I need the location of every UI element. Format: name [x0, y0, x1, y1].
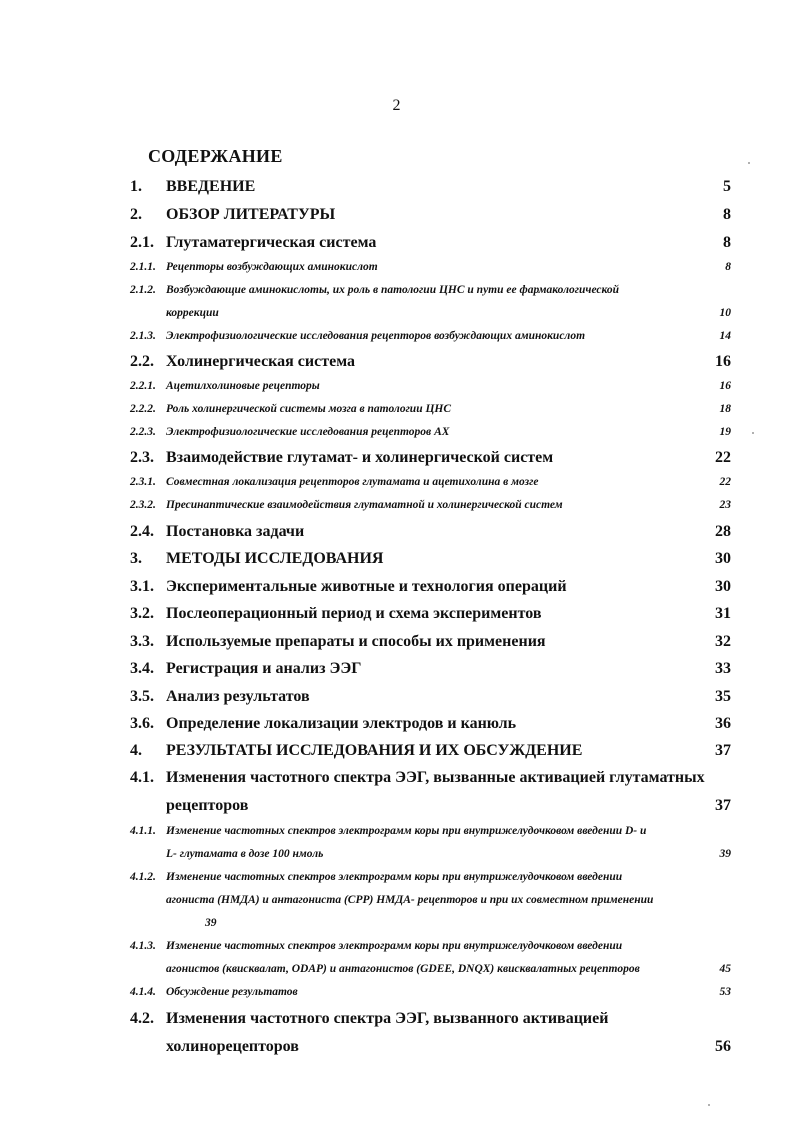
- toc-title-continuation: холинорецепторов: [166, 1038, 299, 1055]
- toc-number: 3.6.: [130, 715, 154, 732]
- toc-number: 2.2.3.: [130, 426, 156, 438]
- toc-page: 56: [715, 1038, 731, 1055]
- toc-title: Изменение частотных спектров электрограмм коры при внутрижелудочковом введении D- и: [166, 825, 647, 837]
- toc-page: 28: [715, 523, 731, 540]
- toc-number: 2.1.3.: [130, 330, 156, 342]
- toc-page: 39: [205, 917, 217, 929]
- toc-title: Анализ результатов: [166, 688, 310, 705]
- toc-title: Регистрация и анализ ЭЭГ: [166, 660, 362, 677]
- toc-page: 36: [715, 715, 731, 732]
- toc-number: 1.: [130, 178, 142, 195]
- toc-number: 2.3.2.: [130, 499, 156, 511]
- toc-title: Экспериментальные животные и технология операций: [166, 578, 567, 595]
- toc-page: 23: [719, 499, 731, 511]
- toc-title: Используемые препараты и способы их применения: [166, 633, 546, 650]
- toc-page: 22: [715, 449, 731, 466]
- toc-page: 8: [723, 234, 731, 251]
- toc-title: Пресинаптические взаимодействия глутаматной и холинергической систем: [166, 499, 563, 511]
- toc-title-continuation: агонистов (квисквалат, ODAP) и антагонистов (GDEE, DNQX) квисквалатных рецепторов: [166, 963, 640, 975]
- toc-title: Определение локализации электродов и канюль: [166, 715, 517, 732]
- toc-page: 8: [725, 261, 731, 273]
- toc-page: 22: [719, 476, 731, 488]
- toc-page: 10: [719, 307, 731, 319]
- toc-number: 4.1.1.: [130, 825, 156, 837]
- toc-title: ВВЕДЕНИЕ: [166, 178, 256, 195]
- toc-page: 33: [715, 660, 731, 677]
- toc-number: 4.1.4.: [130, 986, 156, 998]
- toc-title-continuation: агониста (НМДА) и антагониста (CPP) НМДА- рецепторов и при их совместном применении: [166, 894, 654, 906]
- toc-page: 31: [715, 605, 731, 622]
- toc-title-continuation: коррекции: [166, 307, 219, 319]
- toc-number: 2.4.: [130, 523, 154, 540]
- toc-page: 45: [719, 963, 731, 975]
- toc-title: Глутаматергическая система: [166, 234, 377, 251]
- toc-page: 16: [715, 353, 731, 370]
- toc-title: Изменения частотного спектра ЭЭГ, вызванного активацией: [166, 1010, 609, 1027]
- toc-page: 53: [719, 986, 731, 998]
- toc-number: 2.1.1.: [130, 261, 156, 273]
- toc-number: 3.2.: [130, 605, 154, 622]
- toc-title: МЕТОДЫ ИССЛЕДОВАНИЯ: [166, 550, 384, 567]
- toc-number: 2.1.2.: [130, 284, 156, 296]
- toc-title: Роль холинергической системы мозга в патологии ЦНС: [166, 403, 452, 415]
- scan-speck: [748, 162, 750, 164]
- toc-number: 3.3.: [130, 633, 154, 650]
- toc-page: 30: [715, 578, 731, 595]
- toc-title: Рецепторы возбуждающих аминокислот: [166, 261, 378, 273]
- toc-page: 35: [715, 688, 731, 705]
- toc-number: 4.: [130, 742, 142, 759]
- toc-title: Электрофизиологические исследования рецепторов АХ: [166, 426, 450, 438]
- toc-page: 19: [719, 426, 731, 438]
- toc-page: 5: [723, 178, 731, 195]
- toc-number: 4.1.3.: [130, 940, 156, 952]
- toc-title: ОБЗОР ЛИТЕРАТУРЫ: [166, 206, 336, 223]
- toc-number: 3.5.: [130, 688, 154, 705]
- toc-title: Холинергическая система: [166, 353, 355, 370]
- scan-speck: [752, 432, 754, 434]
- toc-page: 39: [719, 848, 731, 860]
- toc-page: 32: [715, 633, 731, 650]
- toc-number: 3.4.: [130, 660, 154, 677]
- toc-page: 18: [719, 403, 731, 415]
- toc-number: 2.3.: [130, 449, 154, 466]
- toc-title: Обсуждение результатов: [166, 986, 298, 998]
- toc-number: 2.2.: [130, 353, 154, 370]
- toc-title: Изменение частотных спектров электрограмм коры при внутрижелудочковом введении: [166, 940, 623, 952]
- toc-number: 2.3.1.: [130, 476, 156, 488]
- toc-title: Изменения частотного спектра ЭЭГ, вызванные активацией глутаматных: [166, 769, 705, 786]
- toc-title-continuation: рецепторов: [166, 797, 249, 814]
- toc-title: Электрофизиологические исследования рецепторов возбуждающих аминокислот: [166, 330, 586, 342]
- toc-title: Совместная локализация рецепторов глутамата и ацетихолина в мозге: [166, 476, 539, 488]
- toc-page: 16: [719, 380, 731, 392]
- toc-number: 4.1.2.: [130, 871, 156, 883]
- toc-title: Ацетилхолиновые рецепторы: [166, 380, 320, 392]
- toc-number: 4.1.: [130, 769, 154, 786]
- toc-title: Возбуждающие аминокислоты, их роль в патологии ЦНС и пути ее фармакологической: [166, 284, 620, 296]
- toc-number: 2.2.2.: [130, 403, 156, 415]
- toc-number: 2.2.1.: [130, 380, 156, 392]
- toc-title: Взаимодействие глутамат- и холинергической систем: [166, 449, 554, 466]
- toc-title: Послеоперационный период и схема экспериментов: [166, 605, 542, 622]
- toc-number: 2.: [130, 206, 142, 223]
- toc-page: 37: [715, 797, 731, 814]
- scan-speck: [708, 1104, 710, 1106]
- toc-number: 4.2.: [130, 1010, 154, 1027]
- toc-title: Постановка задачи: [166, 523, 305, 540]
- toc-page: 30: [715, 550, 731, 567]
- toc-number: 3.: [130, 550, 142, 567]
- toc-number: 3.1.: [130, 578, 154, 595]
- toc-page: 37: [715, 742, 731, 759]
- toc-title: Изменение частотных спектров электрограмм коры при внутрижелудочковом введении: [166, 871, 623, 883]
- toc-page: 8: [723, 206, 731, 223]
- toc-page: 14: [719, 330, 731, 342]
- page-number: 2: [392, 97, 401, 114]
- toc-title-continuation: L- глутамата в дозе 100 нмоль: [166, 848, 324, 860]
- toc-title: РЕЗУЛЬТАТЫ ИССЛЕДОВАНИЯ И ИХ ОБСУЖДЕНИЕ: [166, 742, 583, 759]
- toc-number: 2.1.: [130, 234, 154, 251]
- page-title: СОДЕРЖАНИЕ: [148, 146, 283, 166]
